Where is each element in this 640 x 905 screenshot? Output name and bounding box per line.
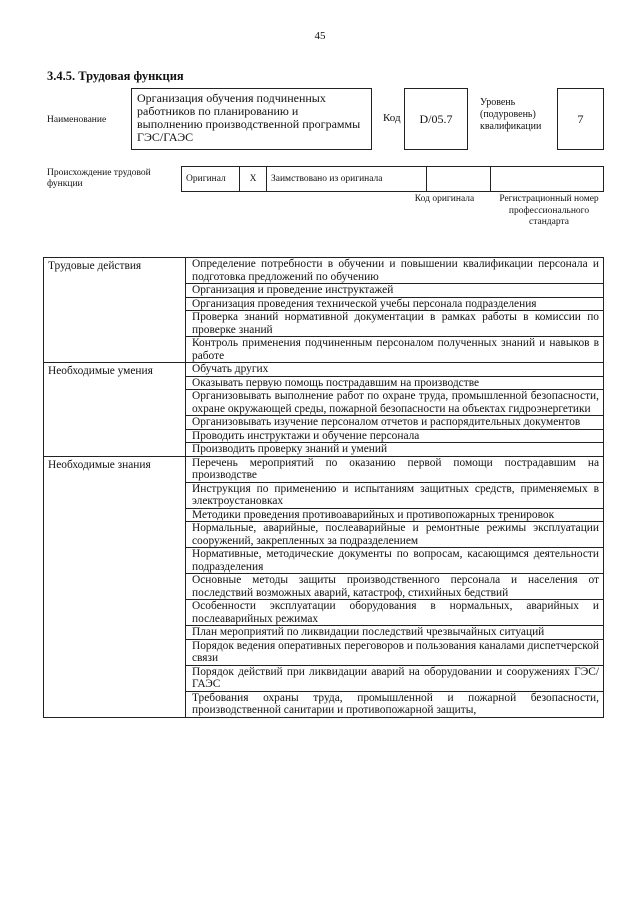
reg-number-label: Регистрационный номер профессионального стандарта	[499, 194, 599, 227]
section-item: Организовывать выполнение работ по охране труда, промышленной безопасности, охране окружающей среды, пожарной безопасности на объектах гидроэнергетики	[186, 390, 604, 416]
code-original-cell	[427, 167, 491, 192]
level-label: Уровень (подуровень) квалификации	[480, 97, 542, 132]
section-category: Необходимые умения	[44, 363, 186, 457]
code-original-label: Код оригинала	[414, 194, 475, 204]
original-mark: X	[240, 167, 267, 192]
reg-number-cell	[491, 167, 604, 192]
origin-table	[181, 166, 604, 192]
level-value-box: 7	[557, 88, 604, 150]
section-category: Трудовые действия	[44, 258, 186, 363]
borrowed-label: Заимствовано из оригинала	[267, 167, 427, 192]
section-item: Особенности эксплуатации оборудования в нормальных, аварийных и послеаварийных режимах	[186, 600, 604, 626]
section-title: 3.4.5. Трудовая функция	[47, 69, 184, 83]
section-item: Обучать других	[186, 363, 604, 377]
section-item: Порядок ведения оперативных переговоров и пользования каналами диспетчерской связи	[186, 639, 604, 665]
section-item: План мероприятий по ликвидации последствий чрезвычайных ситуаций	[186, 626, 604, 640]
section-item: Инструкция по применению и испытаниям защитных средств, применяемых в электроустановках	[186, 482, 604, 508]
table-row	[44, 363, 604, 377]
section-item: Организация и проведение инструктажей	[186, 284, 604, 298]
section-item: Организовывать изучение персоналом отчетов и распорядительных документов	[186, 416, 604, 430]
section-item: Проводить инструктажи и обучение персонала	[186, 429, 604, 443]
section-item: Определение потребности в обучении и повышении квалификации персонала и подготовка предложений по обучению	[186, 258, 604, 284]
section-item: Требования охраны труда, промышленной и пожарной безопасности, производственной санитарии и противопожарной защиты,	[186, 691, 604, 717]
section-item: Контроль применения подчиненным персоналом полученных знаний и навыков в работе	[186, 337, 604, 363]
requirements-table	[43, 257, 604, 718]
section-item: Производить проверку знаний и умений	[186, 443, 604, 457]
section-item: Нормативные, методические документы по вопросам, касающимся деятельности подразделения	[186, 548, 604, 574]
code-value-box: D/05.7	[404, 88, 468, 150]
section-item: Перечень мероприятий по оказанию первой помощи пострадавшим на производстве	[186, 456, 604, 482]
section-item: Оказывать первую помощь пострадавшим на производстве	[186, 376, 604, 390]
code-label: Код	[383, 112, 401, 124]
name-label: Наименование	[47, 115, 107, 125]
table-row	[44, 258, 604, 284]
section-item: Основные методы защиты производственного персонала и населения от последствий возможных аварий, катастроф, стихийных бедствий	[186, 574, 604, 600]
section-item: Нормальные, аварийные, послеаварийные и ремонтные режимы эксплуатации сооружений, закрепленных за подразделением	[186, 522, 604, 548]
section-category: Необходимые знания	[44, 456, 186, 717]
section-item: Порядок действий при ликвидации аварий на оборудовании и сооружениях ГЭС/ГАЭС	[186, 665, 604, 691]
origin-label: Происхождение трудовой функции	[47, 168, 151, 189]
section-item: Организация проведения технической учебы персонала подразделения	[186, 297, 604, 311]
section-item: Проверка знаний нормативной документации в рамках работы в комиссии по проверке знаний	[186, 311, 604, 337]
table-row	[44, 456, 604, 482]
section-item: Методики проведения противоаварийных и противопожарных тренировок	[186, 508, 604, 522]
original-label: Оригинал	[182, 167, 240, 192]
function-name-box: Организация обучения подчиненных работников по планированию и выполнению производственной программы ГЭС/ГАЭС	[131, 88, 372, 150]
page-number: 45	[314, 30, 326, 42]
